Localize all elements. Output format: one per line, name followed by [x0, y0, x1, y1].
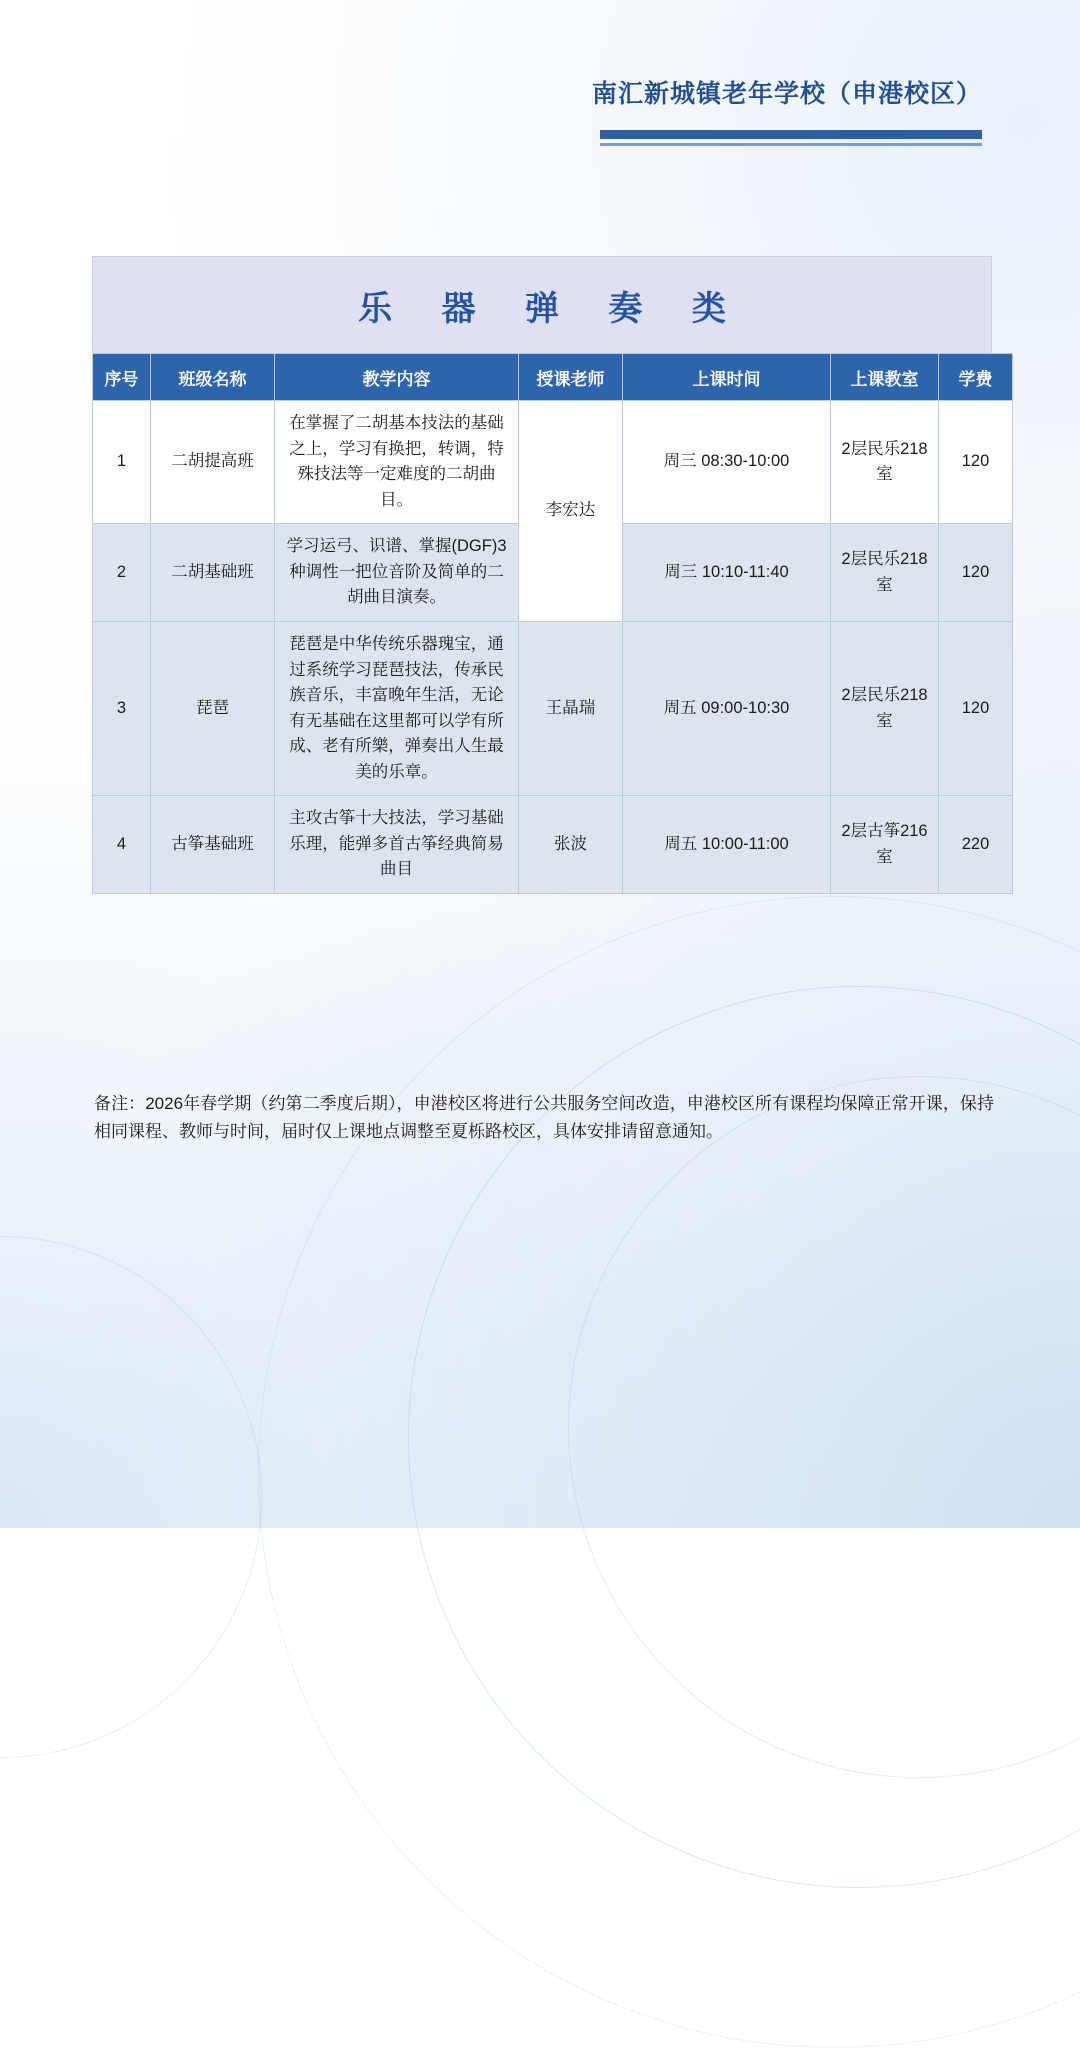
document-header	[592, 74, 982, 139]
column-header-teacher: 授课老师	[519, 354, 623, 401]
table-row	[93, 796, 1013, 894]
cell-fee: 120	[939, 621, 1013, 795]
column-header-content: 教学内容	[275, 354, 519, 401]
table-row	[93, 401, 1013, 524]
decorative-arc-3	[568, 1076, 1080, 1778]
decorative-arc-4	[0, 1236, 262, 1758]
category-banner	[92, 256, 992, 353]
cell-teacher: 王晶瑞	[519, 621, 623, 795]
cell-teacher: 张波	[519, 796, 623, 894]
course-schedule-table	[92, 353, 1013, 894]
cell-no: 4	[93, 796, 151, 894]
cell-time: 周五 09:00-10:30	[623, 621, 831, 795]
cell-fee: 120	[939, 524, 1013, 622]
cell-time: 周三 10:10-11:40	[623, 524, 831, 622]
schedule-section	[92, 256, 992, 894]
cell-time: 周五 10:00-11:00	[623, 796, 831, 894]
cell-room: 2层古筝216室	[831, 796, 939, 894]
cell-content: 学习运弓、识谱、掌握(DGF)3种调性一把位音阶及简单的二胡曲目演奏。	[275, 524, 519, 622]
cell-time: 周三 08:30-10:00	[623, 401, 831, 524]
footnote: 备注：2026年春学期（约第二季度后期），申港校区将进行公共服务空间改造，申港校区所有课程均保障正常开课，保持相同课程、教师与时间，届时仅上课地点调整至夏栎路校区，具体安排请留意通知。	[94, 1094, 994, 1141]
cell-class-name: 二胡基础班	[151, 524, 275, 622]
column-header-time: 上课时间	[623, 354, 831, 401]
cell-content: 主攻古筝十大技法，学习基础乐理，能弹多首古筝经典简易曲目	[275, 796, 519, 894]
cell-class-name: 古筝基础班	[151, 796, 275, 894]
cell-fee: 220	[939, 796, 1013, 894]
column-header-no: 序号	[93, 354, 151, 401]
column-header-room: 上课教室	[831, 354, 939, 401]
cell-room: 2层民乐218室	[831, 524, 939, 622]
column-header-fee: 学费	[939, 354, 1013, 401]
school-title: 南汇新城镇老年学校（申港校区）	[591, 80, 982, 108]
cell-fee: 120	[939, 401, 1013, 524]
cell-room: 2层民乐218室	[831, 401, 939, 524]
decorative-arc-2	[258, 896, 1080, 2048]
table-header-row	[93, 354, 1013, 401]
header-divider	[600, 130, 982, 139]
cell-room: 2层民乐218室	[831, 621, 939, 795]
cell-class-name: 琵琶	[151, 621, 275, 795]
cell-no: 3	[93, 621, 151, 795]
cell-content: 在掌握了二胡基本技法的基础之上，学习有换把，转调，特殊技法等一定难度的二胡曲目。	[275, 401, 519, 524]
cell-content: 琵琶是中华传统乐器瑰宝，通过系统学习琵琶技法，传承民族音乐，丰富晚年生活，无论有无基础在这里都可以学有所成、老有所樂，弹奏出人生最美的乐章。	[275, 621, 519, 795]
cell-no: 2	[93, 524, 151, 622]
cell-no: 1	[93, 401, 151, 524]
column-header-class-name: 班级名称	[151, 354, 275, 401]
category-title: 乐 器 弹 奏 类	[358, 289, 746, 328]
table-row	[93, 621, 1013, 795]
cell-teacher: 李宏达	[519, 401, 623, 622]
cell-class-name: 二胡提高班	[151, 401, 275, 524]
